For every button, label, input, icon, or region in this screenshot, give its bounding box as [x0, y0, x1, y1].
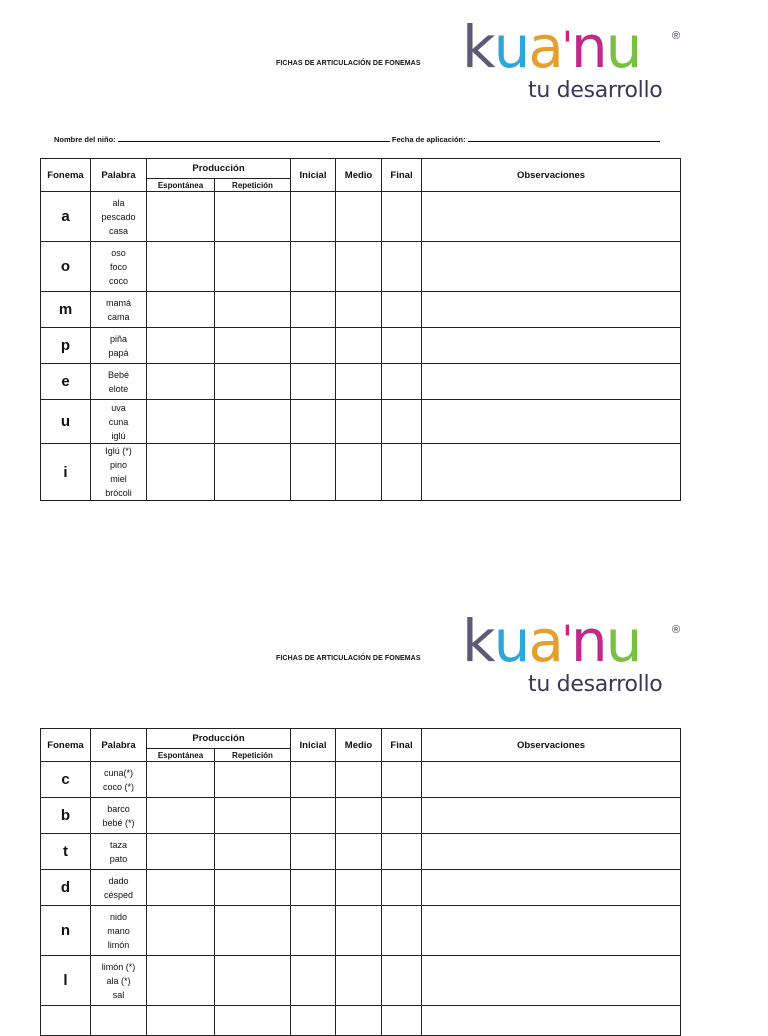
- repeticion-cell[interactable]: [215, 328, 291, 364]
- table-row: [41, 400, 681, 444]
- palabra-word: dado: [108, 875, 129, 886]
- final-cell[interactable]: [382, 192, 422, 242]
- observaciones-cell[interactable]: [422, 192, 681, 242]
- palabra-word: ala: [112, 197, 125, 208]
- observaciones-cell[interactable]: [422, 400, 681, 444]
- palabra-word: ala (*): [106, 975, 131, 986]
- espontanea-cell[interactable]: [147, 444, 215, 501]
- final-cell[interactable]: [382, 364, 422, 400]
- medio-cell[interactable]: [336, 192, 382, 242]
- espontanea-cell[interactable]: [147, 1006, 215, 1036]
- palabra-word: cuna(*): [103, 767, 133, 778]
- fonema-cell: b: [41, 798, 91, 834]
- palabra-cell: [91, 1006, 147, 1036]
- observaciones-cell[interactable]: [422, 444, 681, 501]
- table-row: [41, 906, 681, 956]
- repeticion-cell[interactable]: [215, 870, 291, 906]
- palabra-cell: [91, 762, 147, 798]
- inicial-cell[interactable]: [291, 762, 336, 798]
- palabra-word: iglú: [111, 430, 126, 441]
- table-row: [41, 956, 681, 1006]
- observaciones-cell[interactable]: [422, 292, 681, 328]
- palabra-cell: [91, 192, 147, 242]
- table-row: [41, 834, 681, 870]
- repeticion-cell[interactable]: [215, 906, 291, 956]
- table-row: [41, 762, 681, 798]
- fonema-cell: m: [41, 292, 91, 328]
- espontanea-cell[interactable]: [147, 242, 215, 292]
- medio-cell[interactable]: [336, 242, 382, 292]
- palabra-cell: [91, 798, 147, 834]
- inicial-cell[interactable]: [291, 364, 336, 400]
- final-cell[interactable]: [382, 956, 422, 1006]
- palabra-word: cuna: [108, 416, 129, 427]
- fonema-cell: e: [41, 364, 91, 400]
- palabra-word: coco: [108, 275, 128, 286]
- medio-cell[interactable]: [336, 834, 382, 870]
- col-espontanea: Espontánea: [147, 179, 215, 192]
- espontanea-cell[interactable]: [147, 328, 215, 364]
- col-medio: Medio: [336, 159, 382, 192]
- observaciones-cell[interactable]: [422, 870, 681, 906]
- palabra-word: mamá: [105, 297, 131, 308]
- final-cell[interactable]: [382, 762, 422, 798]
- inicial-cell[interactable]: [291, 444, 336, 501]
- inicial-cell[interactable]: [291, 192, 336, 242]
- col-fonema: Fonema: [41, 159, 91, 192]
- medio-cell[interactable]: [336, 762, 382, 798]
- inicial-cell[interactable]: [291, 242, 336, 292]
- medio-cell[interactable]: [336, 328, 382, 364]
- palabra-word: pescado: [101, 211, 136, 222]
- medio-cell[interactable]: [336, 400, 382, 444]
- final-cell[interactable]: [382, 292, 422, 328]
- fonema-cell: d: [41, 870, 91, 906]
- col-palabra: Palabra: [91, 729, 147, 762]
- medio-cell[interactable]: [336, 292, 382, 328]
- fonema-cell: o: [41, 242, 91, 292]
- table-row: [41, 242, 681, 292]
- palabra-word: césped: [103, 889, 134, 900]
- palabra-word: casa: [108, 225, 128, 236]
- palabra-cell: [91, 834, 147, 870]
- fonema-cell: p: [41, 328, 91, 364]
- inicial-cell[interactable]: [291, 906, 336, 956]
- inicial-cell[interactable]: [291, 956, 336, 1006]
- col-fonema: Fonema: [41, 729, 91, 762]
- palabra-word: pino: [109, 460, 127, 470]
- medio-cell[interactable]: [336, 956, 382, 1006]
- inicial-cell[interactable]: [291, 834, 336, 870]
- palabra-cell: [91, 292, 147, 328]
- palabra-word: cama: [107, 311, 130, 322]
- repeticion-cell[interactable]: [215, 192, 291, 242]
- palabra-word: uva: [111, 402, 126, 413]
- repeticion-cell[interactable]: [215, 798, 291, 834]
- fonema-cell: l: [41, 956, 91, 1006]
- table-row: [41, 870, 681, 906]
- medio-cell[interactable]: [336, 444, 382, 501]
- palabra-word: limón: [107, 939, 130, 950]
- date-label: Fecha de aplicación:: [391, 135, 466, 144]
- palabra-word: taza: [109, 839, 127, 850]
- col-espontanea: Espontánea: [147, 749, 215, 762]
- sheet-title: FICHAS DE ARTICULACIÓN DE FONEMAS: [276, 655, 421, 662]
- final-cell[interactable]: [382, 328, 422, 364]
- palabra-word: Bebé: [107, 369, 130, 380]
- medio-cell[interactable]: [336, 1006, 382, 1036]
- name-label: Nombre del niño:: [54, 135, 116, 144]
- inicial-cell[interactable]: [291, 1006, 336, 1036]
- palabra-cell: [91, 956, 147, 1006]
- fonema-cell: u: [41, 400, 91, 444]
- fonema-cell: c: [41, 762, 91, 798]
- table-row: [41, 364, 681, 400]
- repeticion-cell[interactable]: [215, 762, 291, 798]
- palabra-cell: [91, 400, 147, 444]
- observaciones-cell[interactable]: [422, 242, 681, 292]
- repeticion-cell[interactable]: [215, 834, 291, 870]
- logo-tagline: tu desarrollo: [528, 78, 663, 103]
- table-row: [41, 292, 681, 328]
- espontanea-cell[interactable]: [147, 956, 215, 1006]
- palabra-word: bebé (*): [102, 817, 135, 828]
- final-cell[interactable]: [382, 400, 422, 444]
- medio-cell[interactable]: [336, 906, 382, 956]
- observaciones-cell[interactable]: [422, 364, 681, 400]
- col-inicial: Inicial: [291, 159, 336, 192]
- inicial-cell[interactable]: [291, 870, 336, 906]
- sheet-title: FICHAS DE ARTICULACIÓN DE FONEMAS: [276, 60, 421, 67]
- table-row: [41, 1006, 681, 1036]
- espontanea-cell[interactable]: [147, 400, 215, 444]
- registered-mark: ®: [672, 624, 681, 636]
- final-cell[interactable]: [382, 870, 422, 906]
- repeticion-cell[interactable]: [215, 1006, 291, 1036]
- observaciones-cell[interactable]: [422, 798, 681, 834]
- palabra-word: barco: [107, 803, 130, 814]
- logo-wordmark: kua'nu: [462, 13, 641, 81]
- inicial-cell[interactable]: [291, 292, 336, 328]
- espontanea-cell[interactable]: [147, 834, 215, 870]
- col-produccion: Producción: [147, 729, 291, 749]
- final-cell[interactable]: [382, 242, 422, 292]
- observaciones-cell[interactable]: [422, 1006, 681, 1036]
- registered-mark: ®: [672, 30, 681, 42]
- observaciones-cell[interactable]: [422, 906, 681, 956]
- inicial-cell[interactable]: [291, 798, 336, 834]
- palabra-cell: [91, 906, 147, 956]
- final-cell[interactable]: [382, 1006, 422, 1036]
- palabra-cell: [91, 242, 147, 292]
- palabra-word: limón (*): [101, 961, 136, 972]
- medio-cell[interactable]: [336, 870, 382, 906]
- table-row: [41, 192, 681, 242]
- col-medio: Medio: [336, 729, 382, 762]
- repeticion-cell[interactable]: [215, 292, 291, 328]
- palabra-cell: [91, 328, 147, 364]
- palabra-word: oso: [111, 247, 126, 258]
- repeticion-cell[interactable]: [215, 242, 291, 292]
- palabra-word: mano: [107, 925, 130, 936]
- palabra-word: papá: [108, 347, 129, 358]
- col-final: Final: [382, 729, 422, 762]
- espontanea-cell[interactable]: [147, 870, 215, 906]
- form-line: [54, 134, 660, 144]
- articulation-table: [40, 158, 681, 501]
- inicial-cell[interactable]: [291, 328, 336, 364]
- palabra-word: miel: [110, 474, 127, 484]
- fonema-cell: [41, 1006, 91, 1036]
- palabra-word: Iglú (*): [105, 446, 132, 456]
- final-cell[interactable]: [382, 798, 422, 834]
- fonema-cell: t: [41, 834, 91, 870]
- final-cell[interactable]: [382, 834, 422, 870]
- fonema-cell: n: [41, 906, 91, 956]
- col-observaciones: Observaciones: [422, 729, 681, 762]
- final-cell[interactable]: [382, 906, 422, 956]
- espontanea-cell[interactable]: [147, 906, 215, 956]
- palabra-cell: [91, 870, 147, 906]
- repeticion-cell[interactable]: [215, 364, 291, 400]
- observaciones-cell[interactable]: [422, 834, 681, 870]
- espontanea-cell[interactable]: [147, 762, 215, 798]
- col-repeticion: Repetición: [215, 749, 291, 762]
- repeticion-cell[interactable]: [215, 956, 291, 1006]
- col-final: Final: [382, 159, 422, 192]
- table-row: [41, 328, 681, 364]
- palabra-word: pato: [109, 853, 128, 864]
- date-field[interactable]: [468, 134, 660, 142]
- observaciones-cell[interactable]: [422, 762, 681, 798]
- fonema-cell: a: [41, 192, 91, 242]
- palabra-word: piña: [109, 333, 127, 344]
- repeticion-cell[interactable]: [215, 400, 291, 444]
- name-field[interactable]: [118, 134, 390, 142]
- table-row: [41, 444, 681, 501]
- palabra-word: nido: [109, 911, 127, 922]
- col-produccion: Producción: [147, 159, 291, 179]
- palabra-word: brócoli: [105, 488, 132, 498]
- observaciones-cell[interactable]: [422, 328, 681, 364]
- espontanea-cell[interactable]: [147, 798, 215, 834]
- palabra-word: elote: [108, 383, 129, 394]
- palabra-word: coco (*): [102, 781, 134, 792]
- kuanu-logo: [462, 13, 702, 113]
- medio-cell[interactable]: [336, 798, 382, 834]
- table-row: [41, 798, 681, 834]
- inicial-cell[interactable]: [291, 400, 336, 444]
- logo-tagline: tu desarrollo: [528, 672, 663, 697]
- espontanea-cell[interactable]: [147, 192, 215, 242]
- fonema-cell: i: [41, 444, 91, 501]
- observaciones-cell[interactable]: [422, 956, 681, 1006]
- col-repeticion: Repetición: [215, 179, 291, 192]
- articulation-table: [40, 728, 681, 1036]
- repeticion-cell[interactable]: [215, 444, 291, 501]
- logo-wordmark: kua'nu: [462, 607, 641, 675]
- espontanea-cell[interactable]: [147, 292, 215, 328]
- palabra-word: foco: [109, 261, 127, 272]
- col-palabra: Palabra: [91, 159, 147, 192]
- col-inicial: Inicial: [291, 729, 336, 762]
- kuanu-logo: [462, 607, 702, 707]
- col-observaciones: Observaciones: [422, 159, 681, 192]
- palabra-cell: [91, 364, 147, 400]
- espontanea-cell[interactable]: [147, 364, 215, 400]
- final-cell[interactable]: [382, 444, 422, 501]
- medio-cell[interactable]: [336, 364, 382, 400]
- palabra-word: sal: [112, 989, 125, 1000]
- palabra-cell: [91, 444, 147, 501]
